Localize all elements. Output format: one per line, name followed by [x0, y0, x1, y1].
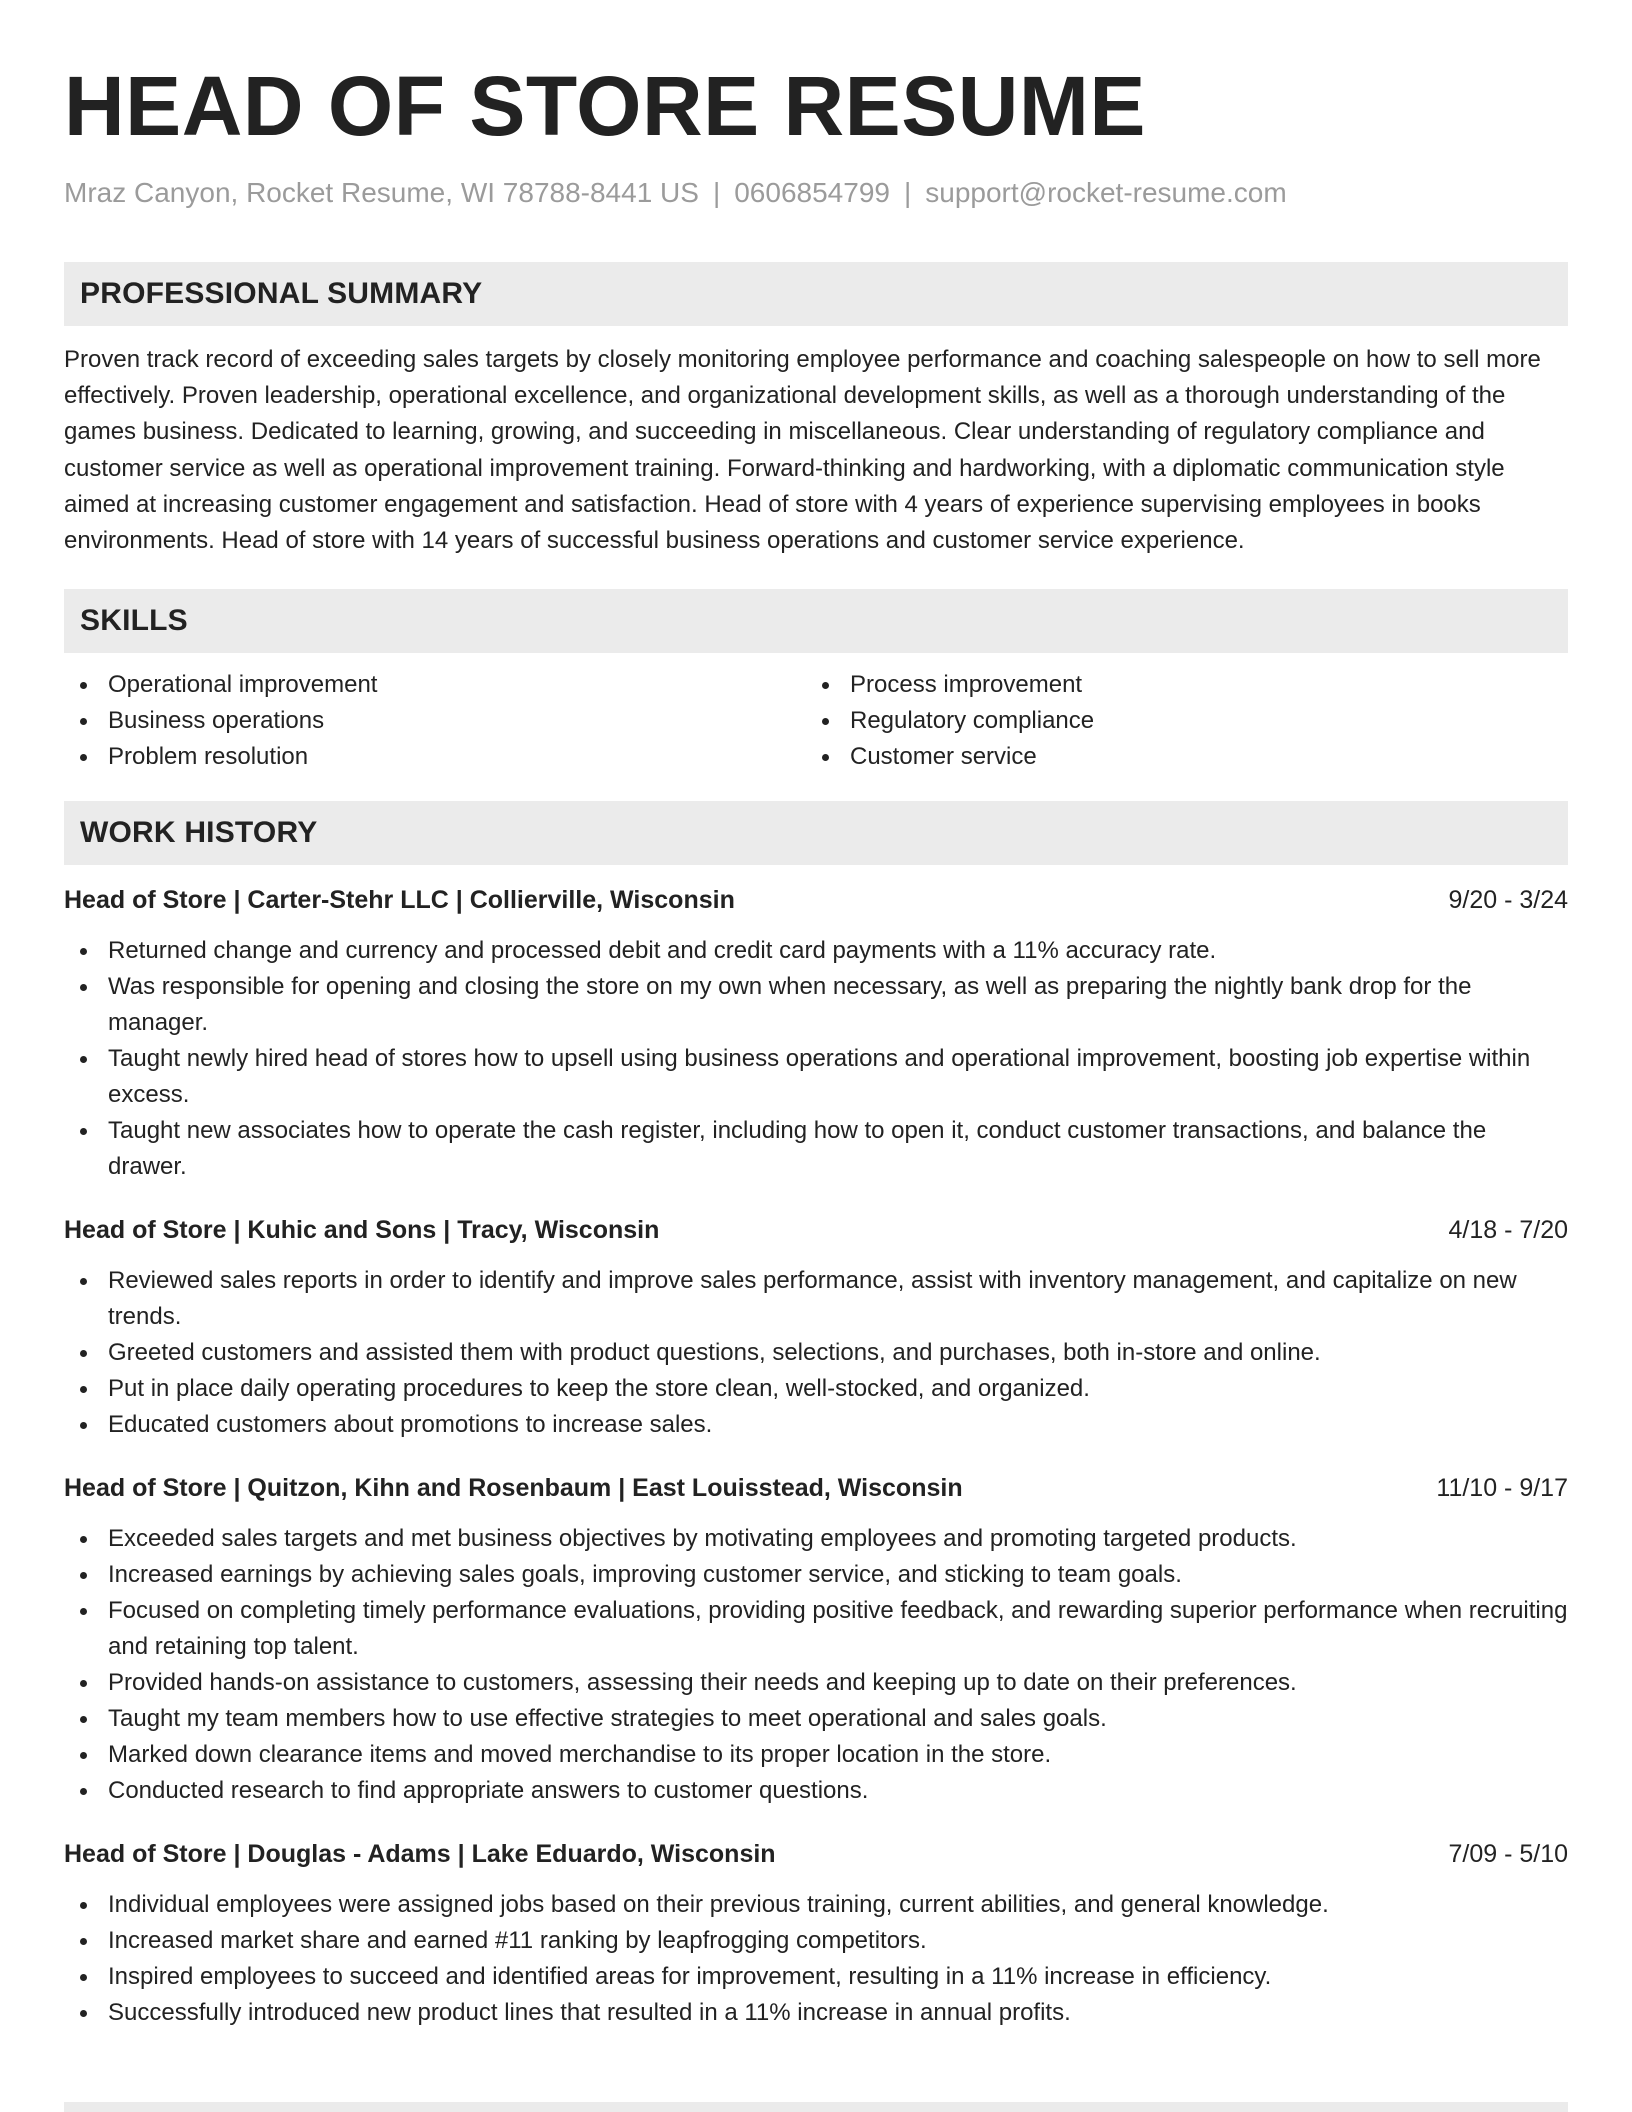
job-bullet: Increased earnings by achieving sales goals, improving customer service, and sticking to team goals.	[64, 1557, 1568, 1593]
job-bullets	[64, 1887, 1568, 2031]
job-bullet: Taught new associates how to operate the cash register, including how to open it, conduct customer transactions, and balance the drawer.	[64, 1113, 1568, 1185]
job-bullet: Taught newly hired head of stores how to upsell using business operations and operational improvement, boosting job expertise within excess.	[64, 1041, 1568, 1113]
contact-separator: |	[903, 177, 912, 208]
resume-title: HEAD OF STORE RESUME	[64, 59, 1146, 153]
summary-text: Proven track record of exceeding sales targets by closely monitoring employee performance and coaching salespeople on how to sell more effectively. Proven leadership, operational excellence, and organizational development skills, as well as a thorough understanding of the games business. Dedicated to learning, growing, and succeeding in miscellaneous. Clear understanding of regulatory compliance and customer service as well as operational improvement training. Forward-thinking and hardworking, with a diplomatic communication style aimed at increasing customer engagement and satisfaction. Head of store with 4 years of experience supervising employees in books environments. Head of store with 14 years of successful business operations and customer service experience.	[64, 346, 1541, 555]
job-bullet: Increased market share and earned #11 ranking by leapfrogging competitors.	[64, 1923, 1568, 1959]
skill-item: Process improvement	[806, 667, 1548, 703]
job-bullet: Provided hands-on assistance to customers, assessing their needs and keeping up to date on their preferences.	[64, 1665, 1568, 1701]
contact-separator: |	[712, 177, 721, 208]
job-bullet: Successfully introduced new product lines that resulted in a 11% increase in annual profits.	[64, 1995, 1568, 2031]
job-bullets	[64, 933, 1568, 1185]
skill-item: Customer service	[806, 739, 1548, 775]
section-heading-work-history: WORK HISTORY	[64, 801, 1568, 865]
section-heading-summary: PROFESSIONAL SUMMARY	[64, 262, 1568, 326]
contact-address: Mraz Canyon, Rocket Resume, WI 78788-8441 US	[64, 177, 699, 208]
job-bullet: Reviewed sales reports in order to identify and improve sales performance, assist with inventory management, and capitalize on new trends.	[64, 1263, 1568, 1335]
job-header	[64, 1835, 1568, 1873]
job-bullets	[64, 1263, 1568, 1443]
contact-phone: 0606854799	[734, 177, 890, 208]
resume-content	[64, 56, 1568, 2031]
skill-item: Operational improvement	[64, 667, 806, 703]
job-header	[64, 1211, 1568, 1249]
next-section-heading-bar	[64, 2102, 1568, 2112]
job-dates: 4/18 - 7/20	[1448, 1216, 1568, 1245]
skills-list	[64, 667, 1568, 775]
job-title: Head of Store | Douglas - Adams | Lake Eduardo, Wisconsin	[64, 1840, 776, 1869]
contact-line	[64, 176, 1568, 210]
job-title: Head of Store | Quitzon, Kihn and Rosenbaum | East Louisstead, Wisconsin	[64, 1474, 963, 1503]
job-dates: 9/20 - 3/24	[1448, 886, 1568, 915]
job-bullet: Put in place daily operating procedures to keep the store clean, well-stocked, and organized.	[64, 1371, 1568, 1407]
job-bullet: Returned change and currency and processed debit and credit card payments with a 11% accuracy rate.	[64, 933, 1568, 969]
job-title: Head of Store | Kuhic and Sons | Tracy, Wisconsin	[64, 1216, 660, 1245]
job-header	[64, 1469, 1568, 1507]
skill-item: Problem resolution	[64, 739, 806, 775]
job-bullet: Exceeded sales targets and met business objectives by motivating employees and promoting targeted products.	[64, 1521, 1568, 1557]
job-bullet: Educated customers about promotions to increase sales.	[64, 1407, 1568, 1443]
job-bullet: Greeted customers and assisted them with product questions, selections, and purchases, both in-store and online.	[64, 1335, 1568, 1371]
job-bullets	[64, 1521, 1568, 1809]
skill-item: Regulatory compliance	[806, 703, 1548, 739]
job-entry	[64, 881, 1568, 1185]
job-bullet: Inspired employees to succeed and identified areas for improvement, resulting in a 11% increase in efficiency.	[64, 1959, 1568, 1995]
job-entry	[64, 1469, 1568, 1809]
contact-email[interactable]: support@rocket-resume.com	[925, 177, 1287, 208]
skill-item: Business operations	[64, 703, 806, 739]
job-header	[64, 881, 1568, 919]
job-bullet: Marked down clearance items and moved merchandise to its proper location in the store.	[64, 1737, 1568, 1773]
job-bullet: Individual employees were assigned jobs based on their previous training, current abilities, and general knowledge.	[64, 1887, 1568, 1923]
job-entry	[64, 1835, 1568, 2031]
skills-column-right	[806, 667, 1548, 775]
job-dates: 11/10 - 9/17	[1436, 1474, 1568, 1503]
job-bullet: Taught my team members how to use effective strategies to meet operational and sales goals.	[64, 1701, 1568, 1737]
job-bullet: Focused on completing timely performance evaluations, providing positive feedback, and rewarding superior performance when recruiting and retaining top talent.	[64, 1593, 1568, 1665]
section-heading-skills: SKILLS	[64, 589, 1568, 653]
job-dates: 7/09 - 5/10	[1448, 1840, 1568, 1869]
skills-column-left	[64, 667, 806, 775]
job-title: Head of Store | Carter-Stehr LLC | Collierville, Wisconsin	[64, 886, 735, 915]
job-bullet: Conducted research to find appropriate answers to customer questions.	[64, 1773, 1568, 1809]
job-entry	[64, 1211, 1568, 1443]
job-bullet: Was responsible for opening and closing the store on my own when necessary, as well as preparing the nightly bank drop for the manager.	[64, 969, 1568, 1041]
